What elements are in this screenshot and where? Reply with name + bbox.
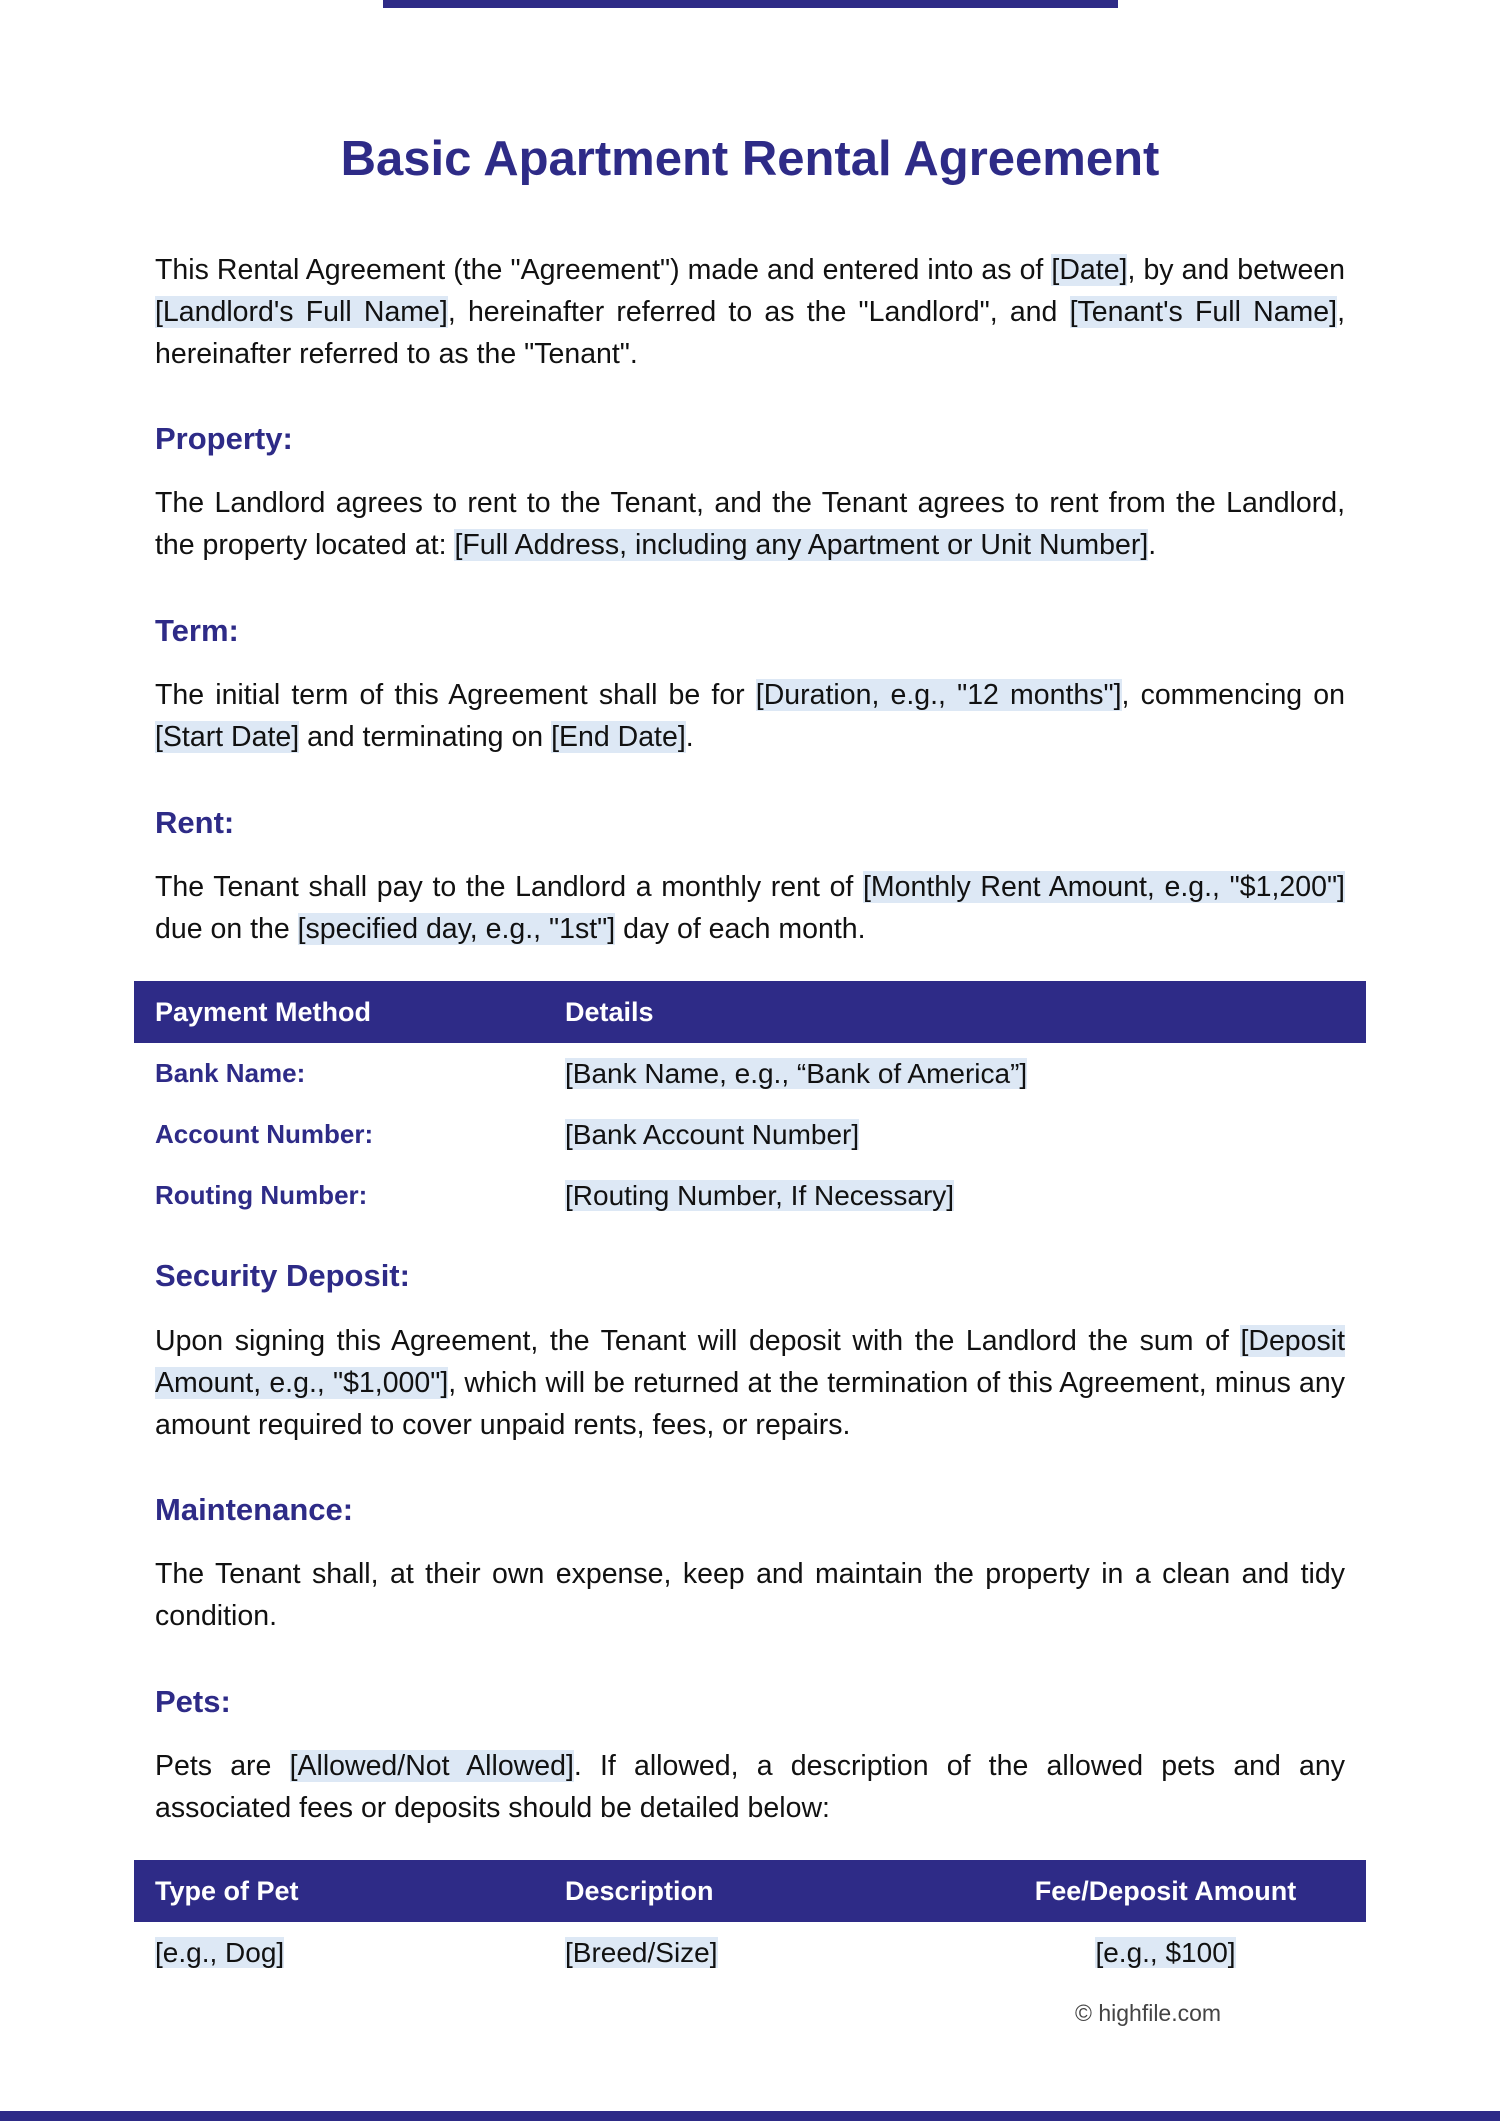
tenant-name-placeholder[interactable]: [Tenant's Full Name] <box>1069 296 1338 328</box>
landlord-name-placeholder[interactable]: [Landlord's Full Name] <box>155 296 448 328</box>
property-paragraph <box>155 482 1345 566</box>
pets-text: . If allowed, a description of the allowed pets and any associated fees or deposits should be detailed below: <box>155 1750 1345 1824</box>
rent-day-placeholder[interactable]: [specified day, e.g., "1st"] <box>297 913 616 945</box>
table-row <box>134 1043 1366 1104</box>
bank-name-label: Bank Name: <box>155 1058 306 1088</box>
pet-type-placeholder[interactable]: [e.g., Dog] <box>155 1936 285 1968</box>
rent-amount-placeholder[interactable]: [Monthly Rent Amount, e.g., "$1,200"] <box>863 871 1345 903</box>
pets-table <box>134 1860 1366 1983</box>
header-payment-method: Payment Method <box>134 981 544 1043</box>
deposit-text: Upon signing this Agreement, the Tenant will deposit with the Landlord the sum of <box>155 1325 1241 1357</box>
routing-number-placeholder[interactable]: [Routing Number, If Necessary] <box>565 1179 955 1211</box>
header-type-of-pet: Type of Pet <box>134 1860 544 1922</box>
header-fee-deposit-amount: Fee/Deposit Amount <box>965 1860 1366 1922</box>
property-text: . <box>1148 529 1157 561</box>
term-text: The initial term of this Agreement shall be for <box>155 679 756 711</box>
duration-placeholder[interactable]: [Duration, e.g., "12 months"] <box>755 679 1122 711</box>
end-date-placeholder[interactable]: [End Date] <box>551 721 686 753</box>
start-date-placeholder[interactable]: [Start Date] <box>155 721 300 753</box>
pets-allowed-placeholder[interactable]: [Allowed/Not Allowed] <box>289 1750 574 1782</box>
pets-table-header <box>134 1860 1366 1922</box>
pets-text: Pets are <box>155 1750 290 1782</box>
security-deposit-heading: Security Deposit: <box>155 1258 410 1293</box>
top-accent-bar <box>383 0 1118 8</box>
pets-paragraph <box>155 1745 1345 1829</box>
bank-name-placeholder[interactable]: [Bank Name, e.g., “Bank of America”] <box>565 1057 1028 1089</box>
term-paragraph <box>155 674 1345 758</box>
pets-heading: Pets: <box>155 1684 231 1719</box>
address-placeholder[interactable]: [Full Address, including any Apartment or Unit Number] <box>454 529 1149 561</box>
rent-text: day of each month. <box>615 913 866 945</box>
rent-text: due on the <box>155 913 298 945</box>
pet-description-placeholder[interactable]: [Breed/Size] <box>565 1936 718 1968</box>
date-placeholder[interactable]: [Date] <box>1051 254 1128 286</box>
property-text: The Landlord agrees to rent to the Tenant, and the Tenant agrees to rent from the Landlord, the property located at: <box>155 487 1345 561</box>
table-row <box>134 1104 1366 1165</box>
intro-text: This Rental Agreement (the "Agreement") made and entered into as of <box>155 254 1052 286</box>
pet-fee-placeholder[interactable]: [e.g., $100] <box>1095 1936 1236 1968</box>
term-text: , commencing on <box>1121 679 1345 711</box>
header-description: Description <box>544 1860 965 1922</box>
routing-number-label: Routing Number: <box>155 1180 368 1210</box>
term-text: . <box>685 721 694 753</box>
term-text: and terminating on <box>299 721 552 753</box>
account-number-label: Account Number: <box>155 1119 374 1149</box>
copyright-notice: © highfile.com <box>1075 2000 1222 2026</box>
rent-text: The Tenant shall pay to the Landlord a monthly rent of <box>155 871 864 903</box>
account-number-placeholder[interactable]: [Bank Account Number] <box>565 1118 860 1150</box>
payment-table-header <box>134 981 1366 1043</box>
table-row <box>134 1165 1366 1226</box>
header-details: Details <box>544 981 1366 1043</box>
intro-text: , by and between <box>1127 254 1346 286</box>
rent-heading: Rent: <box>155 805 235 840</box>
maintenance-paragraph: The Tenant shall, at their own expense, keep and maintain the property in a clean and tidy condition. <box>155 1558 1345 1632</box>
intro-paragraph <box>155 249 1345 375</box>
security-deposit-paragraph <box>155 1320 1345 1446</box>
table-row <box>134 1922 1366 1983</box>
payment-table <box>134 981 1366 1226</box>
maintenance-heading: Maintenance: <box>155 1492 354 1527</box>
rent-paragraph <box>155 866 1345 950</box>
deposit-amount-placeholder[interactable]: [Deposit Amount, e.g., "$1,000"] <box>155 1325 1345 1399</box>
document-title: Basic Apartment Rental Agreement <box>340 132 1160 186</box>
property-heading: Property: <box>155 421 293 456</box>
bottom-accent-bar <box>0 2111 1500 2121</box>
term-heading: Term: <box>155 613 239 648</box>
deposit-text: , which will be returned at the termination of this Agreement, minus any amount required to cover unpaid rents, fees, or repairs. <box>155 1367 1345 1441</box>
intro-text: , hereinafter referred to as the "Tenant". <box>155 296 1345 370</box>
intro-text: , hereinafter referred to as the "Landlord", and <box>447 296 1070 328</box>
